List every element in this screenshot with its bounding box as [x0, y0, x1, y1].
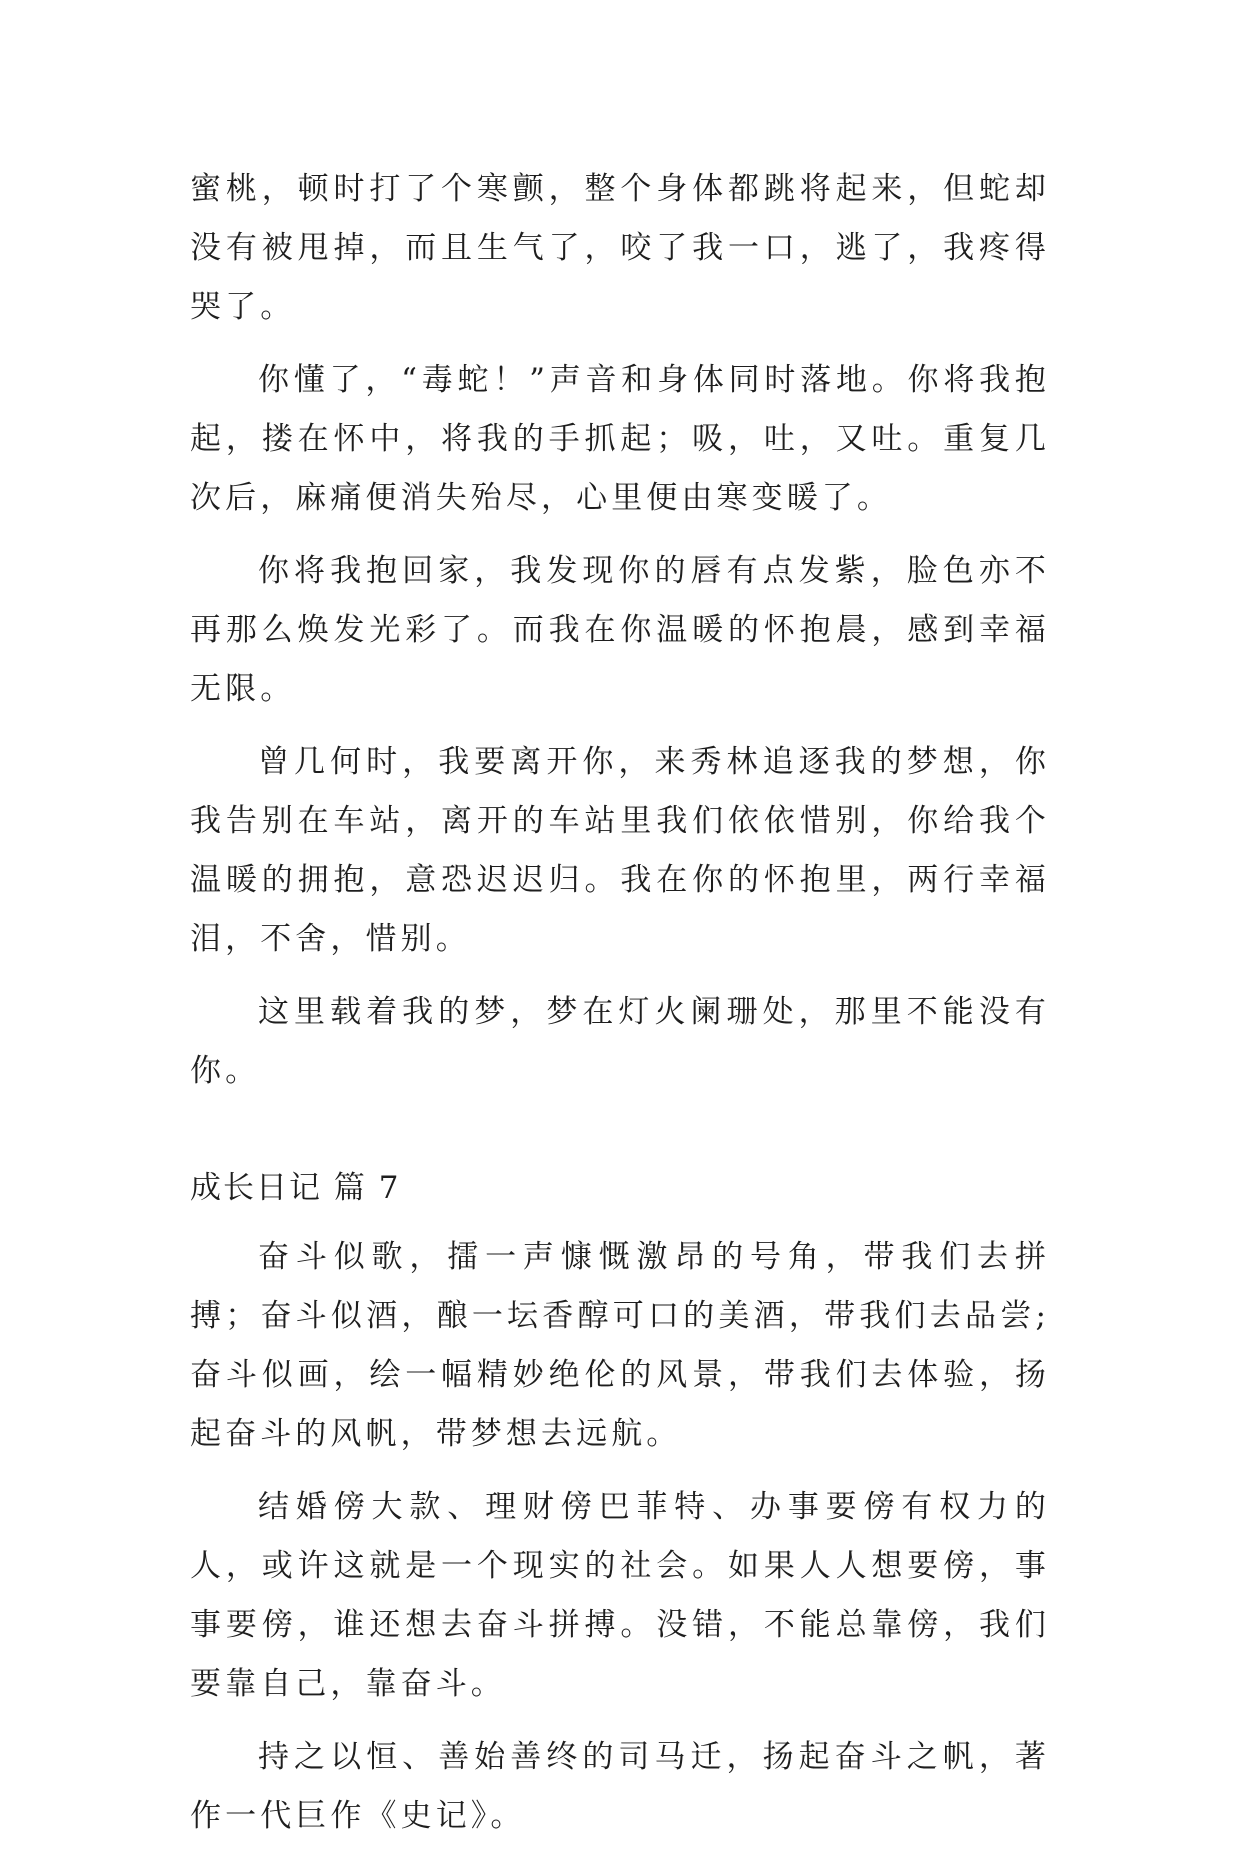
- paragraph-continued: 蜜桃，顿时打了个寒颤，整个身体都跳将起来，但蛇却没有被甩掉，而且生气了，咬了我一口，逃了，我疼得哭了。: [190, 171, 1050, 325]
- paragraph: 持之以恒、善始善终的司马迁，扬起奋斗之帆，著作一代巨作《史记》。: [190, 1739, 1050, 1834]
- paragraph: 曾几何时，我要离开你，来秀林追逐我的梦想，你我告别在车站，离开的车站里我们依依惜别，你给我个温暖的拥抱，意恐迟迟归。我在你的怀抱里，两行幸福泪，不舍，惜别。: [190, 744, 1050, 957]
- paragraph: 这里载着我的梦，梦在灯火阑珊处，那里不能没有你。: [190, 994, 1050, 1089]
- paragraph: 你懂了，“毒蛇！”声音和身体同时落地。你将我抱起，搂在怀中，将我的手抓起；吸，吐，又吐。重复几次后，麻痛便消失殆尽，心里便由寒变暖了。: [190, 362, 1050, 516]
- paragraph: 你将我抱回家，我发现你的唇有点发紫，脸色亦不再那么焕发光彩了。而我在你温暖的怀抱晨，感到幸福无限。: [190, 553, 1050, 707]
- paragraph: 奋斗似歌，擂一声慷慨激昂的号角，带我们去拼搏；奋斗似酒，酿一坛香醇可口的美酒，带我们去品尝; 奋斗似画，绘一幅精妙绝伦的风景，带我们去体验，扬起奋斗的风帆，带梦想去远航。: [190, 1239, 1050, 1452]
- paragraph: 结婚傍大款、理财傍巴菲特、办事要傍有权力的人，或许这就是一个现实的社会。如果人人想要傍，事事要傍，谁还想去奋斗拼搏。没错，不能总靠傍，我们要靠自己，靠奋斗。: [190, 1489, 1050, 1702]
- section-title: 成长日记 篇 7: [190, 1170, 401, 1206]
- document-body: [190, 160, 1050, 1860]
